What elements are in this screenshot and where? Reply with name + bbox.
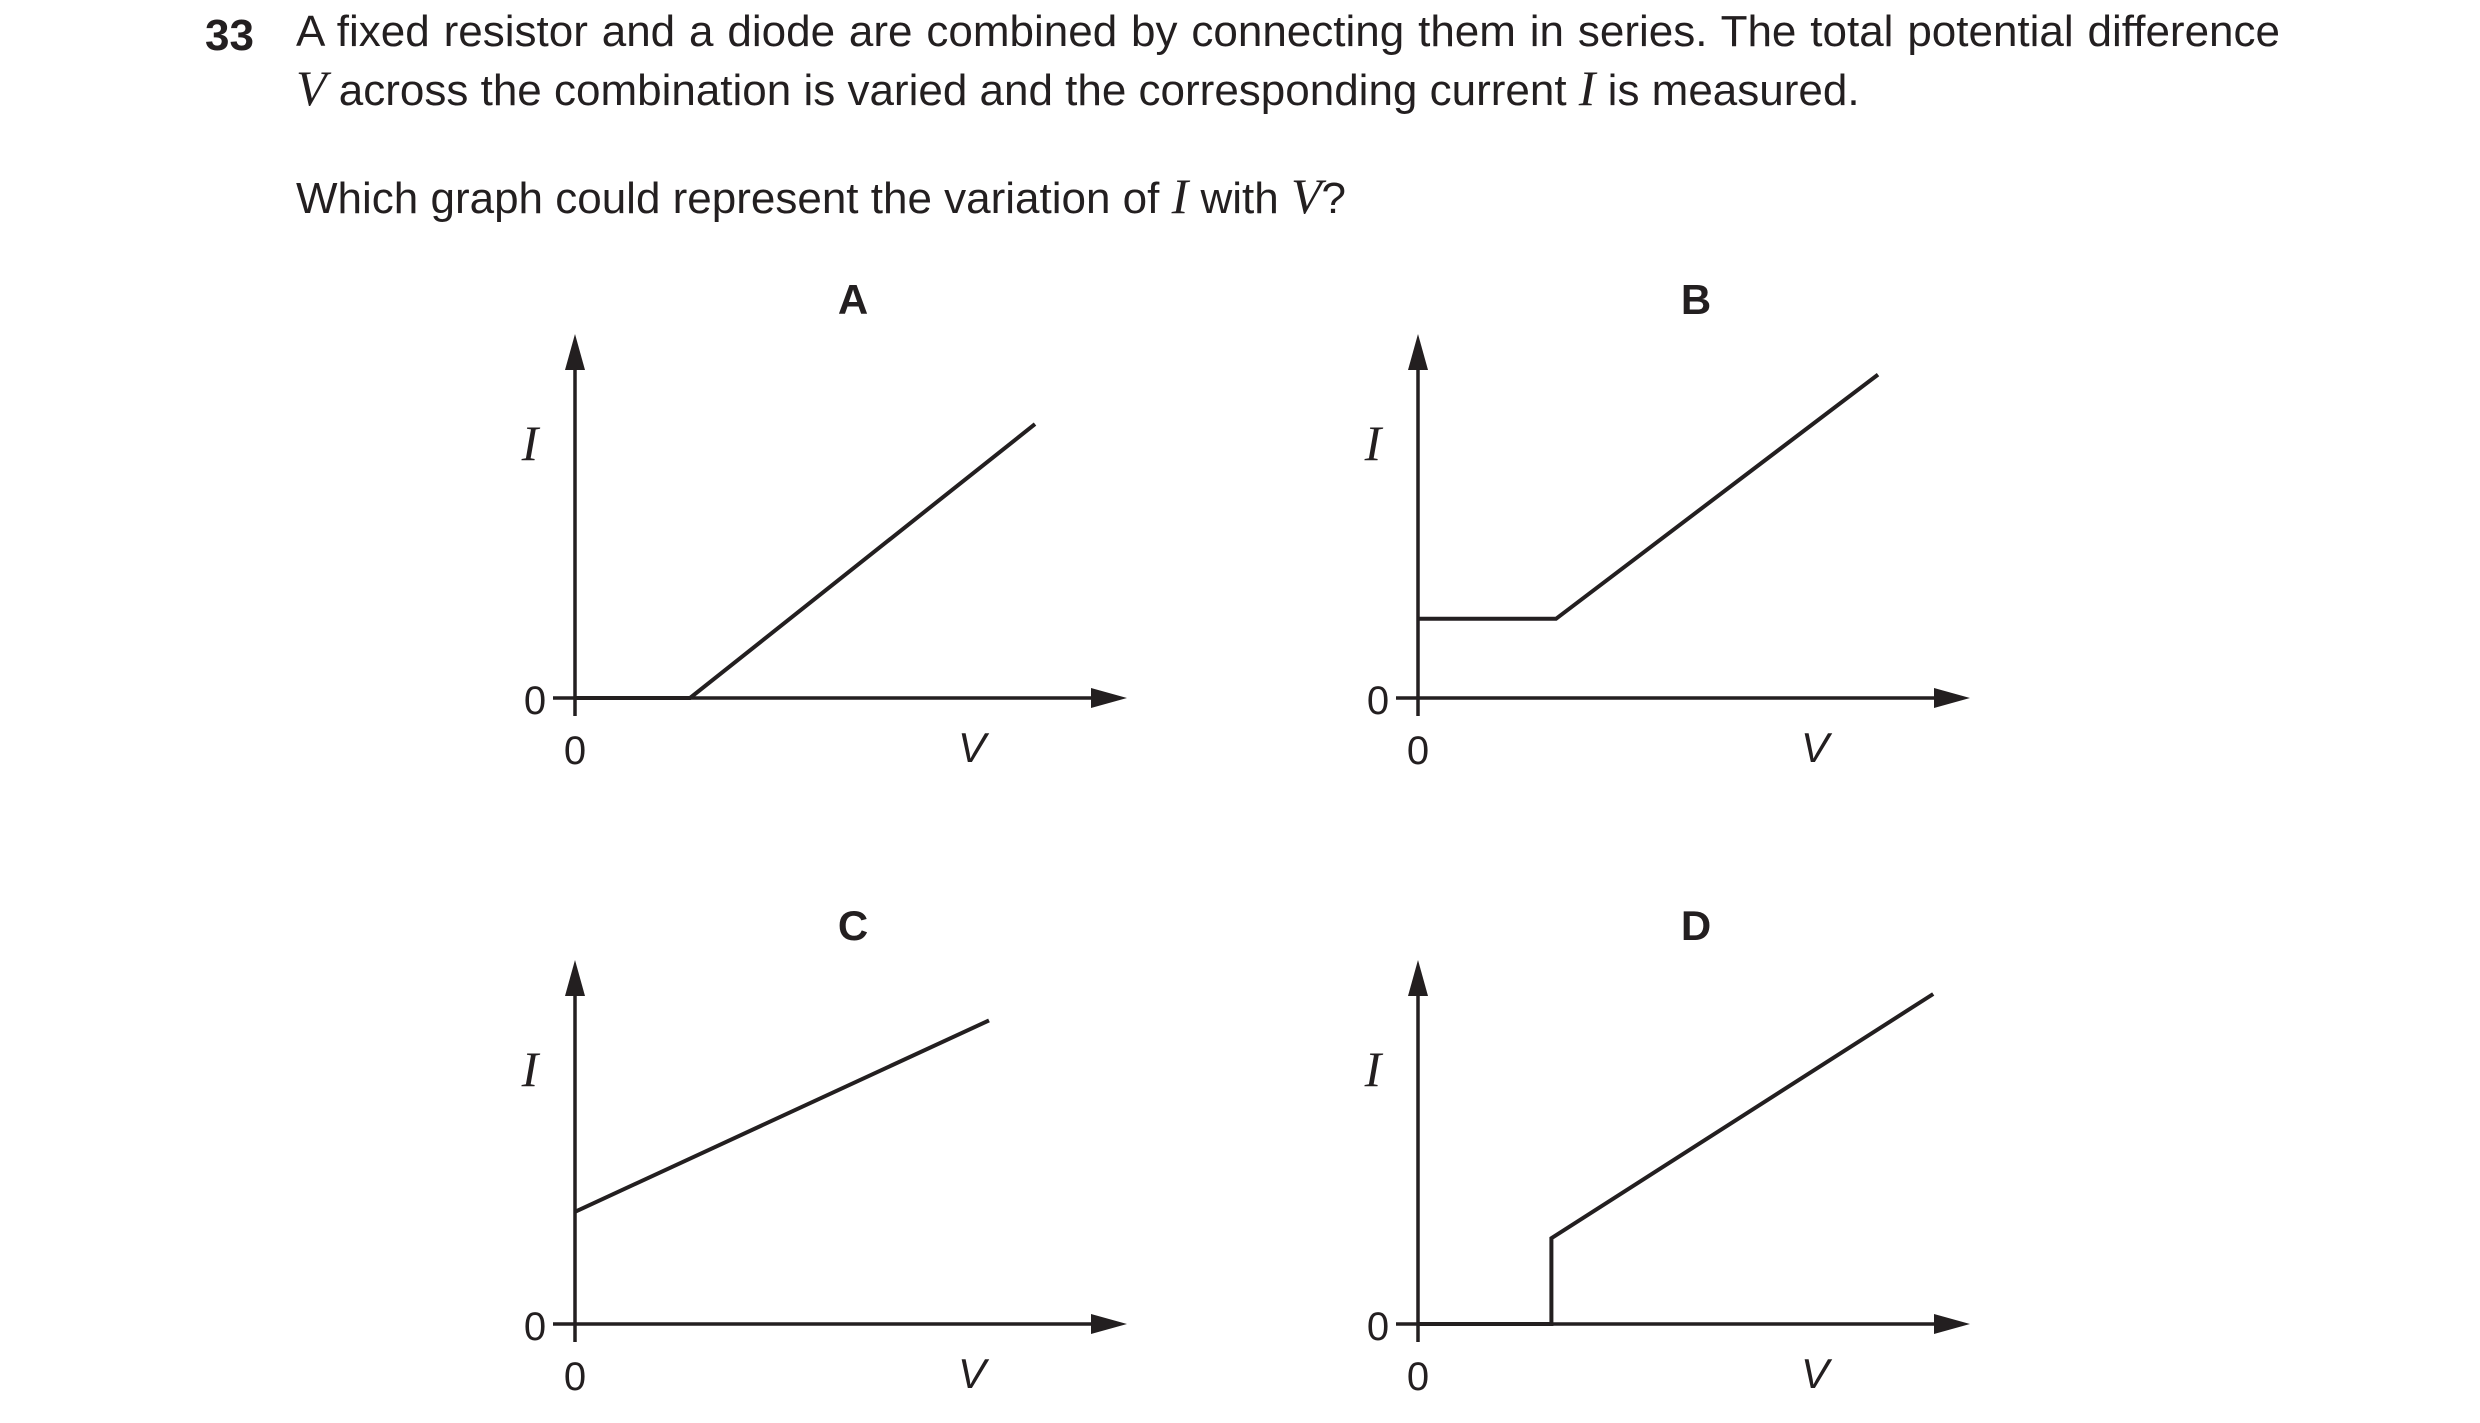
option-a-x-axis-arrow bbox=[1091, 688, 1127, 708]
option-c-curve bbox=[575, 1020, 989, 1211]
option-a-curve bbox=[575, 424, 1035, 698]
option-c-origin-y-label: 0 bbox=[523, 1305, 547, 1349]
option-c-origin-x-label: 0 bbox=[563, 1355, 587, 1399]
prompt-text-3: ? bbox=[1321, 174, 1346, 223]
option-a-y-axis-arrow bbox=[565, 334, 585, 370]
option-a-origin-x-label: 0 bbox=[563, 729, 587, 773]
option-d-y-label: I bbox=[1364, 1041, 1382, 1097]
option-b-label: B bbox=[1680, 276, 1712, 323]
stem-text-3: is measured. bbox=[1595, 66, 1860, 115]
stem-var-i: I bbox=[1578, 60, 1596, 116]
question-number: 33 bbox=[205, 11, 254, 60]
option-b-x-axis-arrow bbox=[1934, 688, 1970, 708]
option-c-label: C bbox=[837, 902, 869, 949]
prompt-text-1: Which graph could represent the variation of bbox=[296, 174, 1172, 223]
option-d-label: D bbox=[1680, 902, 1712, 949]
option-b-origin-x-label: 0 bbox=[1406, 729, 1430, 773]
option-c-x-label: V bbox=[957, 1350, 987, 1397]
option-d-x-axis-arrow bbox=[1934, 1314, 1970, 1334]
stem-var-v: V bbox=[296, 60, 327, 116]
option-a-origin-y-label: 0 bbox=[523, 679, 547, 723]
option-a-label: A bbox=[837, 276, 869, 323]
option-b-curve bbox=[1418, 375, 1878, 619]
option-c-x-axis-arrow bbox=[1091, 1314, 1127, 1334]
prompt-var-v: V bbox=[1290, 168, 1322, 224]
option-d-origin-x-label: 0 bbox=[1406, 1355, 1430, 1399]
option-c-y-axis-arrow bbox=[565, 960, 585, 996]
option-c-graph bbox=[521, 902, 1127, 1399]
prompt-text-2: with bbox=[1188, 174, 1291, 223]
stem-text-1: A fixed resistor and a diode are combined by connecting them in series. The total potential difference bbox=[296, 7, 2280, 56]
option-a-y-label: I bbox=[521, 415, 539, 471]
option-a-x-label: V bbox=[957, 724, 987, 771]
option-a-graph bbox=[521, 276, 1127, 773]
option-b-x-label: V bbox=[1800, 724, 1830, 771]
stem-text-2: across the combination is varied and the corresponding current bbox=[326, 66, 1579, 115]
option-d-origin-y-label: 0 bbox=[1366, 1305, 1390, 1349]
option-d-x-label: V bbox=[1800, 1350, 1830, 1397]
prompt-var-i: I bbox=[1171, 168, 1189, 224]
option-b-y-axis-arrow bbox=[1408, 334, 1428, 370]
option-c-y-label: I bbox=[521, 1041, 539, 1097]
option-b-y-label: I bbox=[1364, 415, 1382, 471]
option-b-origin-y-label: 0 bbox=[1366, 679, 1390, 723]
option-d-graph bbox=[1364, 902, 1970, 1399]
option-d-curve bbox=[1418, 994, 1933, 1324]
option-b-graph bbox=[1364, 276, 1970, 773]
option-d-y-axis-arrow bbox=[1408, 960, 1428, 996]
